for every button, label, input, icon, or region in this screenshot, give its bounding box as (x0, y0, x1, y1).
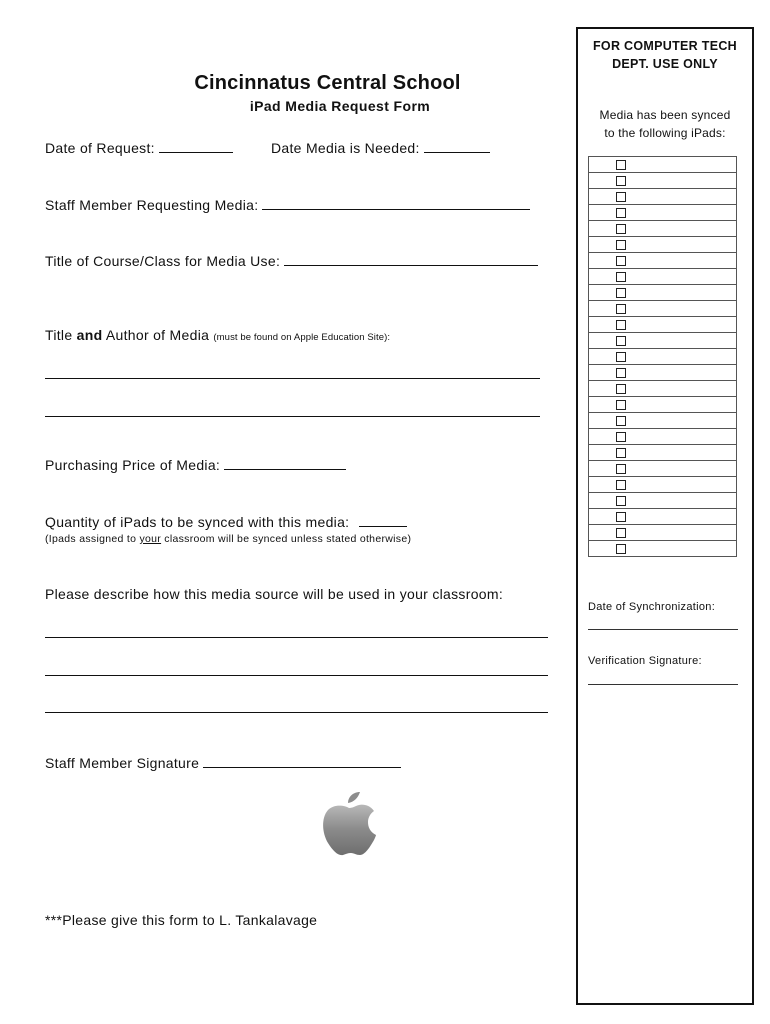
ipad-checkbox[interactable] (616, 368, 626, 378)
title-author-input-line-1[interactable] (45, 378, 540, 379)
ipad-row-cell (589, 381, 737, 397)
ipad-checkbox[interactable] (616, 416, 626, 426)
ipad-checkbox[interactable] (616, 240, 626, 250)
ipad-row (589, 509, 737, 525)
ipad-checkbox[interactable] (616, 272, 626, 282)
ipad-row (589, 445, 737, 461)
ipad-row-cell (589, 477, 737, 493)
staff-member-label: Staff Member Requesting Media: (45, 197, 259, 213)
tech-dept-heading (578, 37, 752, 73)
apple-logo-icon (318, 788, 380, 860)
signature-label: Staff Member Signature (45, 755, 200, 771)
sync-date-input[interactable] (588, 629, 738, 630)
ipad-row-cell (589, 445, 737, 461)
course-title-row (45, 253, 538, 269)
ipad-row (589, 301, 737, 317)
staff-member-row (45, 197, 530, 213)
describe-label: Please describe how this media source will be used in your classroom: (45, 586, 504, 602)
ipad-checkbox[interactable] (616, 288, 626, 298)
ipad-checkbox[interactable] (616, 432, 626, 442)
ipad-row (589, 285, 737, 301)
quantity-label: Quantity of iPads to be synced with this media: (45, 514, 350, 530)
ipad-row (589, 397, 737, 413)
ipad-row (589, 237, 737, 253)
course-title-input[interactable] (284, 253, 538, 266)
title-author-row (45, 327, 390, 343)
quantity-note-post: classroom will be synced unless stated otherwise) (164, 533, 412, 545)
ipad-row (589, 349, 737, 365)
ipad-checkbox[interactable] (616, 464, 626, 474)
synced-text (578, 106, 752, 142)
ipad-row (589, 461, 737, 477)
ipad-row (589, 413, 737, 429)
ipad-row-cell (589, 189, 737, 205)
date-of-request-row (45, 140, 233, 156)
ipad-row (589, 429, 737, 445)
ipad-row (589, 365, 737, 381)
ipad-checkbox[interactable] (616, 320, 626, 330)
staff-member-input[interactable] (262, 197, 530, 210)
title-author-input-line-2[interactable] (45, 416, 540, 417)
ipad-row (589, 525, 737, 541)
ipad-row-cell (589, 397, 737, 413)
ipad-row-cell (589, 237, 737, 253)
ipad-row-cell (589, 365, 737, 381)
describe-input-line-3[interactable] (45, 712, 548, 713)
ipad-row-cell (589, 253, 737, 269)
ipad-row (589, 269, 737, 285)
ipad-checkbox[interactable] (616, 304, 626, 314)
tech-dept-heading-line-2: DEPT. USE ONLY (612, 57, 718, 71)
ipad-checkbox-table (588, 156, 737, 557)
date-of-request-label: Date of Request: (45, 140, 155, 156)
date-of-request-input[interactable] (159, 140, 233, 153)
quantity-row (45, 514, 407, 530)
form-title: iPad Media Request Form (249, 98, 431, 114)
ipad-row-cell (589, 493, 737, 509)
ipad-row (589, 157, 737, 173)
ipad-checkbox[interactable] (616, 480, 626, 490)
ipad-row-cell (589, 285, 737, 301)
ipad-row-cell (589, 461, 737, 477)
ipad-row (589, 205, 737, 221)
ipad-checkbox[interactable] (616, 384, 626, 394)
ipad-row (589, 253, 737, 269)
quantity-input[interactable] (359, 514, 407, 527)
ipad-checkbox[interactable] (616, 176, 626, 186)
synced-text-line-1: Media has been synced (599, 108, 731, 122)
ipad-checkbox[interactable] (616, 192, 626, 202)
ipad-row (589, 189, 737, 205)
ipad-checkbox[interactable] (616, 496, 626, 506)
footer-note: ***Please give this form to L. Tankalavage (45, 912, 318, 928)
ipad-checkbox[interactable] (616, 256, 626, 266)
price-label: Purchasing Price of Media: (45, 457, 221, 473)
verification-label: Verification Signature: (588, 655, 702, 667)
ipad-row (589, 221, 737, 237)
price-input[interactable] (224, 457, 346, 470)
describe-input-line-2[interactable] (45, 675, 548, 676)
title-author-label-suffix: Author of Media (105, 327, 210, 343)
ipad-checkbox[interactable] (616, 208, 626, 218)
ipad-row (589, 333, 737, 349)
date-needed-input[interactable] (424, 140, 490, 153)
verification-input[interactable] (588, 684, 738, 685)
ipad-row-cell (589, 541, 737, 557)
quantity-note (45, 533, 411, 545)
ipad-row (589, 173, 737, 189)
ipad-row (589, 477, 737, 493)
school-name: Cincinnatus Central School (194, 72, 461, 94)
ipad-row-cell (589, 205, 737, 221)
ipad-checkbox[interactable] (616, 336, 626, 346)
ipad-checkbox[interactable] (616, 224, 626, 234)
ipad-row-cell (589, 413, 737, 429)
signature-input[interactable] (203, 755, 401, 768)
ipad-row-cell (589, 525, 737, 541)
ipad-row (589, 493, 737, 509)
quantity-note-pre: (Ipads assigned to (45, 533, 137, 545)
synced-text-line-2: to the following iPads: (604, 126, 726, 140)
ipad-row-cell (589, 349, 737, 365)
title-author-note: (must be found on Apple Education Site): (213, 332, 391, 343)
ipad-row (589, 317, 737, 333)
ipad-checkbox[interactable] (616, 512, 626, 522)
ipad-checkbox[interactable] (616, 528, 626, 538)
ipad-row-cell (589, 301, 737, 317)
ipad-row-cell (589, 173, 737, 189)
date-needed-label: Date Media is Needed: (271, 140, 420, 156)
ipad-row-cell (589, 157, 737, 173)
ipad-row-cell (589, 429, 737, 445)
sync-date-label: Date of Synchronization: (588, 601, 716, 613)
title-author-label-prefix: Title (45, 327, 73, 343)
price-row (45, 457, 346, 473)
ipad-row-cell (589, 333, 737, 349)
signature-row (45, 755, 401, 771)
quantity-note-your: your (139, 533, 162, 545)
ipad-row (589, 541, 737, 557)
ipad-row (589, 381, 737, 397)
ipad-row-cell (589, 317, 737, 333)
ipad-checkbox[interactable] (616, 160, 626, 170)
course-title-label: Title of Course/Class for Media Use: (45, 253, 281, 269)
ipad-checkbox[interactable] (616, 352, 626, 362)
ipad-checkbox[interactable] (616, 448, 626, 458)
ipad-row-cell (589, 269, 737, 285)
ipad-row-cell (589, 509, 737, 525)
ipad-checkbox[interactable] (616, 544, 626, 554)
describe-input-line-1[interactable] (45, 637, 548, 638)
date-needed-row (271, 140, 490, 156)
tech-dept-heading-line-1: FOR COMPUTER TECH (593, 39, 737, 53)
ipad-row-cell (589, 221, 737, 237)
ipad-checkbox[interactable] (616, 400, 626, 410)
title-author-label-and: and (76, 327, 103, 343)
